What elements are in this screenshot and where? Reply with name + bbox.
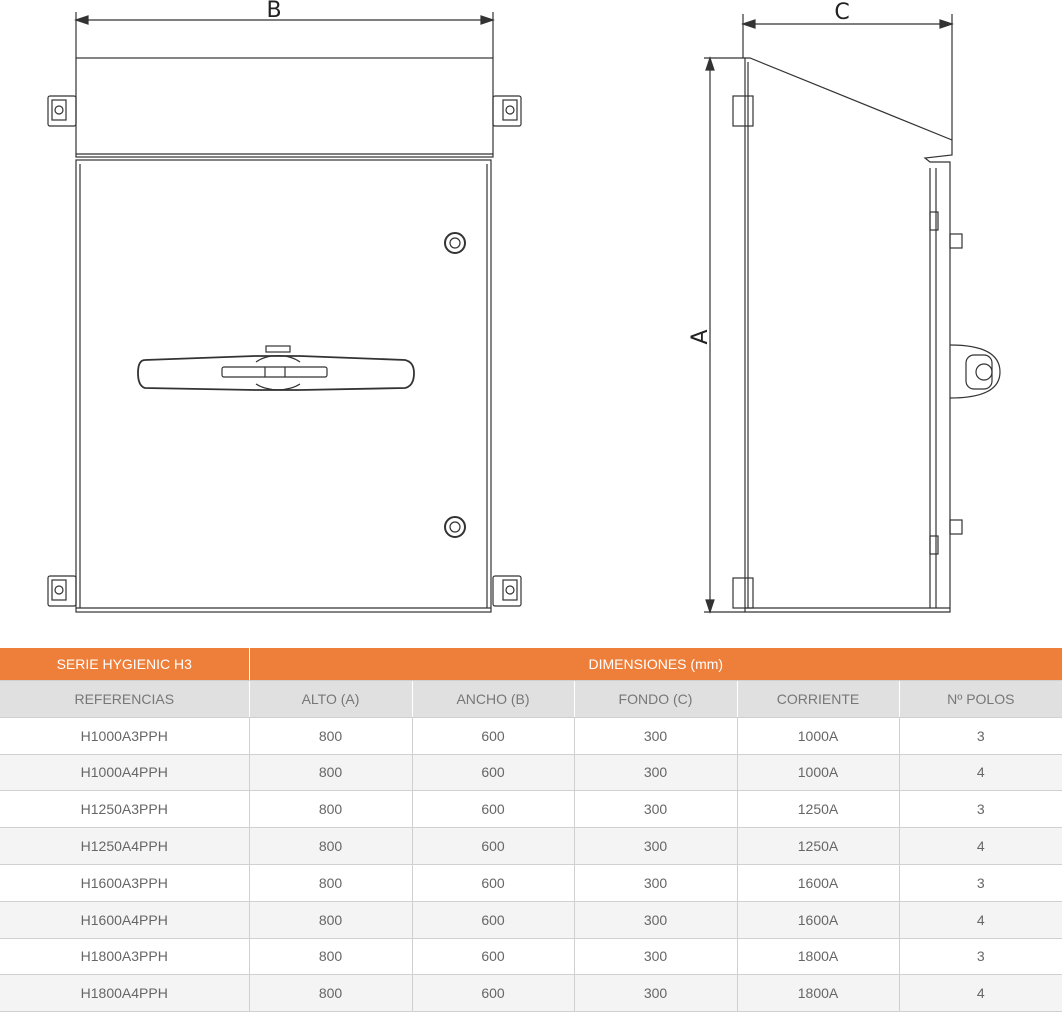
cell-polos: 4 xyxy=(899,828,1062,865)
table-row xyxy=(0,864,1062,901)
cell-fondo: 300 xyxy=(574,717,737,754)
series-title: SERIE HYGIENIC H3 xyxy=(0,648,249,681)
cell-referencia: H1600A3PPH xyxy=(0,864,249,901)
cell-polos: 4 xyxy=(899,754,1062,791)
cell-ancho: 600 xyxy=(412,901,574,938)
cell-referencia: H1800A4PPH xyxy=(0,975,249,1012)
cell-ancho: 600 xyxy=(412,791,574,828)
mounting-bracket-icon xyxy=(48,576,76,606)
col-header-ancho: ANCHO (B) xyxy=(412,681,574,718)
table-row xyxy=(0,938,1062,975)
cell-ancho: 600 xyxy=(412,828,574,865)
cell-ancho: 600 xyxy=(412,938,574,975)
front-view xyxy=(48,12,521,612)
cell-referencia: H1250A4PPH xyxy=(0,828,249,865)
cell-alto: 800 xyxy=(249,864,412,901)
cell-alto: 800 xyxy=(249,754,412,791)
mounting-bracket-icon xyxy=(48,96,76,126)
cell-ancho: 600 xyxy=(412,754,574,791)
cell-polos: 3 xyxy=(899,717,1062,754)
cell-corriente: 1250A xyxy=(737,791,899,828)
cell-ancho: 600 xyxy=(412,975,574,1012)
dimensions-table xyxy=(0,648,1062,1012)
col-header-fondo: FONDO (C) xyxy=(574,681,737,718)
cell-fondo: 300 xyxy=(574,901,737,938)
side-view xyxy=(704,14,1000,612)
col-header-referencias: REFERENCIAS xyxy=(0,681,249,718)
cell-corriente: 1600A xyxy=(737,864,899,901)
cell-referencia: H1600A4PPH xyxy=(0,901,249,938)
table-row xyxy=(0,754,1062,791)
group-title: DIMENSIONES (mm) xyxy=(249,648,1062,681)
cell-fondo: 300 xyxy=(574,864,737,901)
mounting-bracket-icon xyxy=(493,96,521,126)
cell-fondo: 300 xyxy=(574,828,737,865)
cell-referencia: H1800A3PPH xyxy=(0,938,249,975)
cell-referencia: H1250A3PPH xyxy=(0,791,249,828)
cell-fondo: 300 xyxy=(574,975,737,1012)
cell-corriente: 1600A xyxy=(737,901,899,938)
cell-corriente: 1800A xyxy=(737,975,899,1012)
cell-referencia: H1000A3PPH xyxy=(0,717,249,754)
cell-polos: 3 xyxy=(899,864,1062,901)
cell-alto: 800 xyxy=(249,828,412,865)
cell-polos: 3 xyxy=(899,938,1062,975)
cell-polos: 4 xyxy=(899,901,1062,938)
cell-referencia: H1000A4PPH xyxy=(0,754,249,791)
cell-polos: 4 xyxy=(899,975,1062,1012)
door-lock-icon xyxy=(445,233,465,253)
cell-ancho: 600 xyxy=(412,864,574,901)
col-header-polos: Nº POLOS xyxy=(899,681,1062,718)
dimension-a-label: A xyxy=(688,329,713,345)
cell-fondo: 300 xyxy=(574,938,737,975)
cell-fondo: 300 xyxy=(574,791,737,828)
col-header-alto: ALTO (A) xyxy=(249,681,412,718)
cell-corriente: 1000A xyxy=(737,717,899,754)
table-row xyxy=(0,717,1062,754)
rotary-handle-icon xyxy=(138,346,414,390)
door-lock-icon xyxy=(445,517,465,537)
table-row xyxy=(0,901,1062,938)
cell-alto: 800 xyxy=(249,901,412,938)
col-header-corriente: CORRIENTE xyxy=(737,681,899,718)
cell-corriente: 1250A xyxy=(737,828,899,865)
table-row xyxy=(0,791,1062,828)
dimension-b-label: B xyxy=(266,0,282,23)
mounting-bracket-icon xyxy=(493,576,521,606)
cell-alto: 800 xyxy=(249,938,412,975)
table-row xyxy=(0,828,1062,865)
cell-ancho: 600 xyxy=(412,717,574,754)
dimension-c-label: C xyxy=(834,0,850,25)
cell-polos: 3 xyxy=(899,791,1062,828)
cell-alto: 800 xyxy=(249,975,412,1012)
cell-corriente: 1800A xyxy=(737,938,899,975)
cell-alto: 800 xyxy=(249,791,412,828)
cell-fondo: 300 xyxy=(574,754,737,791)
cell-alto: 800 xyxy=(249,717,412,754)
cell-corriente: 1000A xyxy=(737,754,899,791)
handle-side-icon xyxy=(950,345,1000,398)
table-row xyxy=(0,975,1062,1012)
